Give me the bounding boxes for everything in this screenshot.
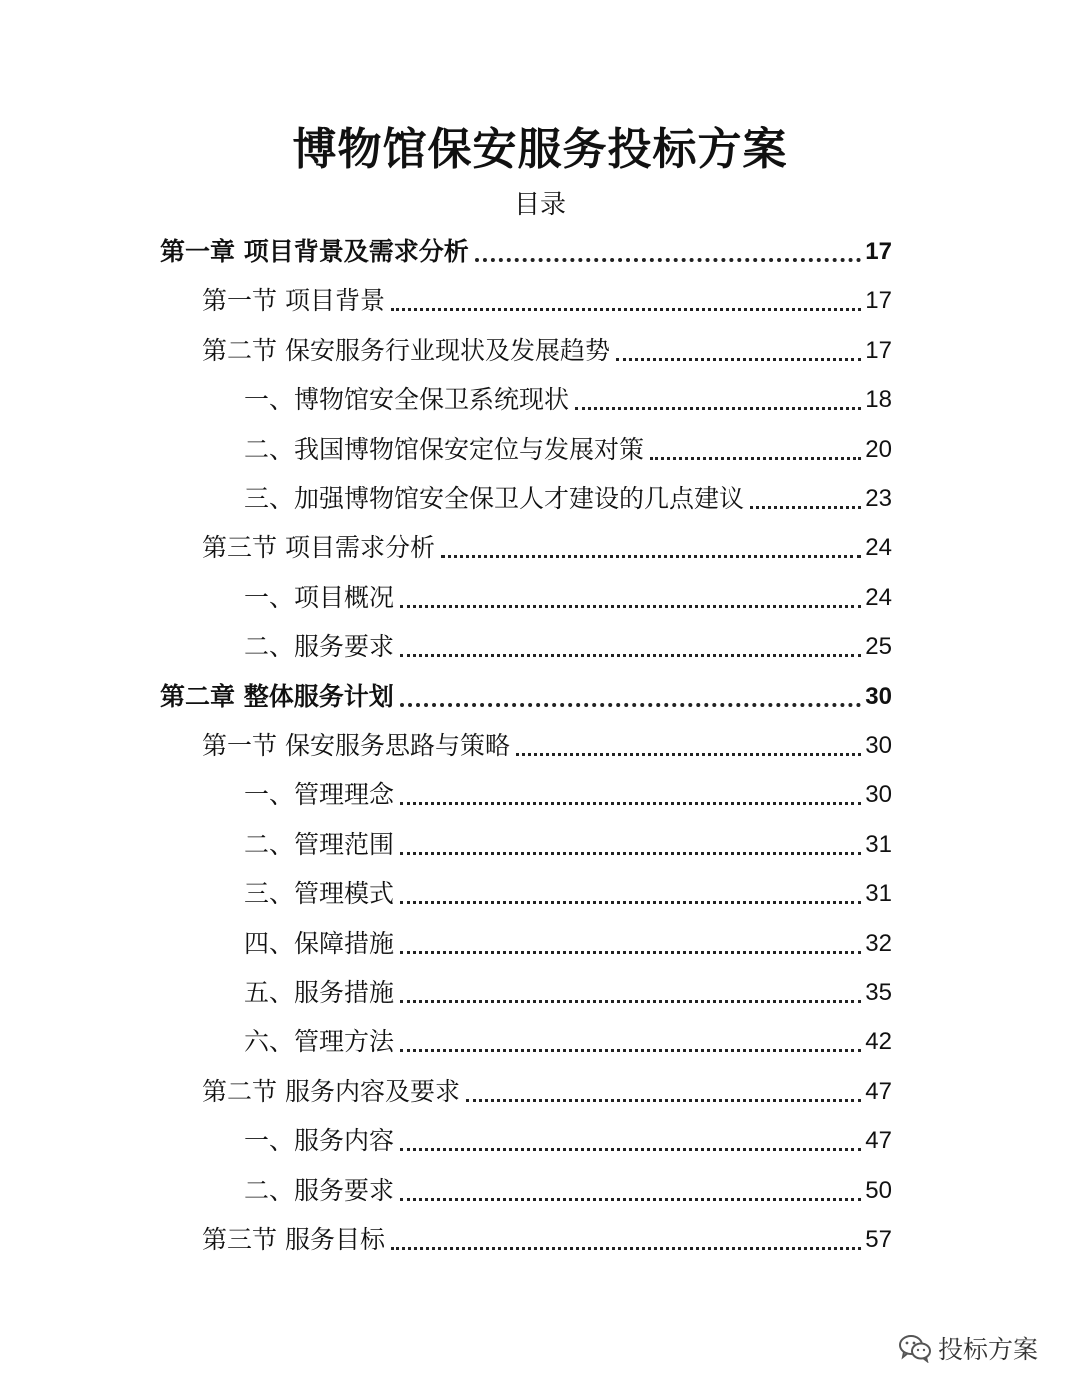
toc-leader-dots: [400, 703, 862, 707]
toc-entry[interactable]: [160, 232, 892, 272]
toc-page-number: 47: [865, 1078, 892, 1105]
toc-page-number: 30: [865, 781, 892, 808]
toc-entry-title: 第一节 项目背景: [202, 286, 385, 315]
toc-entry-title: 一、博物馆安全保卫系统现状: [244, 385, 570, 414]
toc-leader-dots: [391, 308, 861, 311]
toc-entry[interactable]: [244, 924, 892, 964]
toc-entry-title: 一、服务内容: [244, 1126, 395, 1155]
toc-entry[interactable]: [244, 578, 892, 618]
toc-leader-dots: [400, 1198, 861, 1201]
toc-entry[interactable]: [202, 528, 892, 568]
toc-entry-title: 三、加强博物馆安全保卫人才建设的几点建议: [244, 484, 745, 513]
toc-entry-title: 第一节 保安服务思路与策略: [202, 731, 510, 760]
toc-entry-title: 二、服务要求: [244, 632, 395, 661]
toc-entry[interactable]: [202, 281, 892, 321]
toc-leader-dots: [400, 1000, 861, 1003]
toc-leader-dots: [466, 1099, 861, 1102]
toc-leader-dots: [391, 1247, 861, 1250]
toc-leader-dots: [516, 753, 861, 756]
toc-page-number: 23: [865, 485, 892, 512]
toc-entry[interactable]: [244, 1121, 892, 1161]
toc-entry-title: 二、我国博物馆保安定位与发展对策: [244, 435, 645, 464]
toc-page-number: 57: [865, 1226, 892, 1253]
toc-entry[interactable]: [202, 1220, 892, 1260]
toc-entry-title: 五、服务措施: [244, 978, 395, 1007]
toc-entry[interactable]: [202, 331, 892, 371]
toc-page-number: 20: [865, 436, 892, 463]
toc-leader-dots: [400, 852, 861, 855]
toc-entry[interactable]: [244, 825, 892, 865]
toc-leader-dots: [400, 951, 861, 954]
toc-entry[interactable]: [244, 775, 892, 815]
document-title: 博物馆保安服务投标方案: [292, 124, 788, 175]
toc-entry[interactable]: [244, 627, 892, 667]
toc-entry-title: 第三节 服务目标: [202, 1225, 385, 1254]
toc-page-number: 30: [865, 732, 892, 759]
toc-entry-title: 第一章 项目背景及需求分析: [160, 237, 469, 266]
toc-entry-title: 四、保障措施: [244, 929, 395, 958]
toc-entry[interactable]: [160, 677, 892, 717]
toc-heading: 目录: [513, 190, 566, 220]
toc-entry-title: 第二节 服务内容及要求: [202, 1077, 460, 1106]
watermark: [898, 1330, 1038, 1366]
toc-page-number: 18: [865, 386, 892, 413]
toc-page-number: 31: [865, 831, 892, 858]
toc-entry[interactable]: [202, 1072, 892, 1112]
toc-entry-title: 六、管理方法: [244, 1027, 395, 1056]
toc-entry[interactable]: [244, 430, 892, 470]
toc-entry-title: 一、管理理念: [244, 780, 395, 809]
toc-leader-dots: [400, 1148, 861, 1151]
toc-entry[interactable]: [244, 479, 892, 519]
toc-entry[interactable]: [202, 726, 892, 766]
toc-leader-dots: [750, 506, 861, 509]
toc-entry[interactable]: [244, 380, 892, 420]
toc-entry-title: 三、管理模式: [244, 879, 395, 908]
toc-page-number: 30: [865, 683, 892, 710]
toc-page-number: 32: [865, 930, 892, 957]
toc-leader-dots: [575, 407, 861, 410]
toc-leader-dots: [400, 802, 861, 805]
toc-leader-dots: [400, 605, 861, 608]
toc-entry[interactable]: [244, 874, 892, 914]
watermark-text: 投标方案: [938, 1335, 1039, 1364]
toc-page-number: 50: [865, 1177, 892, 1204]
toc-leader-dots: [400, 1049, 861, 1052]
toc-page-number: 17: [865, 238, 892, 265]
toc-page-number: 24: [865, 584, 892, 611]
toc-page-number: 17: [865, 287, 892, 314]
toc-entry-title: 二、服务要求: [244, 1176, 395, 1205]
toc-leader-dots: [475, 258, 862, 262]
toc-page-number: 25: [865, 633, 892, 660]
toc-leader-dots: [650, 457, 861, 460]
toc-page-number: 42: [865, 1028, 892, 1055]
wechat-icon: [898, 1333, 932, 1363]
toc-entry-title: 一、项目概况: [244, 583, 395, 612]
toc-page-number: 35: [865, 979, 892, 1006]
toc-entry-title: 二、管理范围: [244, 830, 395, 859]
toc-page-number: 47: [865, 1127, 892, 1154]
toc-page-number: 24: [865, 534, 892, 561]
toc-entry[interactable]: [244, 973, 892, 1013]
toc-leader-dots: [616, 358, 861, 361]
toc-leader-dots: [400, 901, 861, 904]
toc-leader-dots: [441, 555, 861, 558]
toc-leader-dots: [400, 654, 861, 657]
toc-entry-title: 第二节 保安服务行业现状及发展趋势: [202, 336, 610, 365]
toc-entry[interactable]: [244, 1022, 892, 1062]
toc-entry[interactable]: [244, 1171, 892, 1211]
toc-page-number: 17: [865, 337, 892, 364]
toc-page-number: 31: [865, 880, 892, 907]
toc-entry-title: 第二章 整体服务计划: [160, 682, 394, 711]
toc-entry-title: 第三节 项目需求分析: [202, 533, 435, 562]
